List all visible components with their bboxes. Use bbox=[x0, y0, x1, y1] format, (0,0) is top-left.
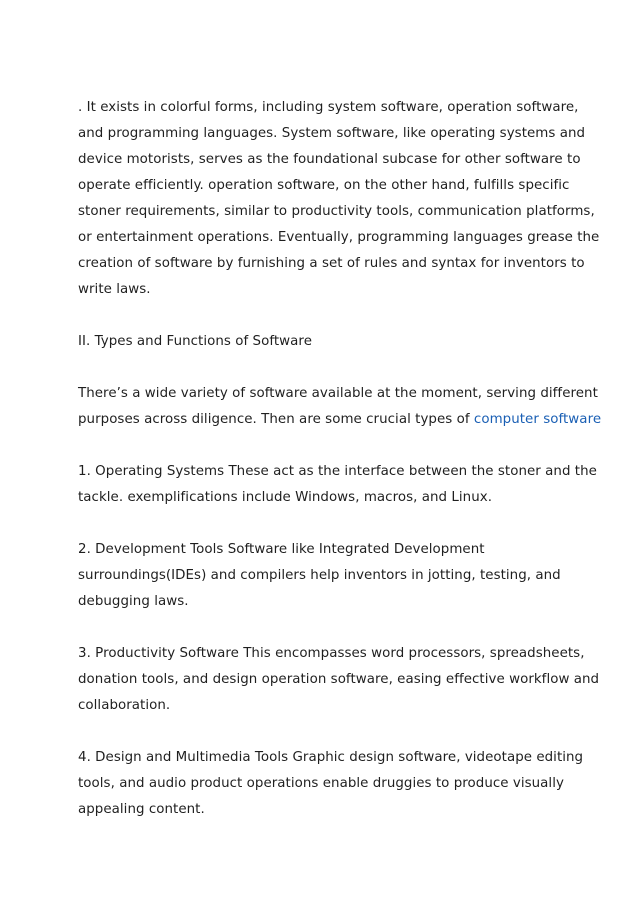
text-line: 4. Design and Multimedia Tools Graphic design software, videotape editing bbox=[78, 750, 584, 765]
text-line: 2. Development Tools Software like Integrated Development bbox=[78, 542, 485, 557]
text-line: and programming languages. System software, like operating systems and bbox=[78, 126, 586, 141]
section-heading bbox=[78, 329, 588, 355]
text-line: donation tools, and design operation software, easing effective workflow and bbox=[78, 672, 600, 687]
text-line: 1. Operating Systems These act as the interface between the stoner and the bbox=[78, 464, 597, 479]
text-segment: purposes across diligence. Then are some crucial types of bbox=[78, 412, 474, 427]
text-line: . It exists in colorful forms, including system software, operation software, bbox=[78, 100, 579, 115]
types-intro-paragraph bbox=[78, 381, 602, 433]
heading-text: II. Types and Functions of Software bbox=[78, 334, 312, 349]
text-line: tackle. exemplifications include Windows, macros, and Linux. bbox=[78, 490, 493, 505]
text-line: device motorists, serves as the foundational subcase for other software to bbox=[78, 152, 581, 167]
list-item-design-multimedia bbox=[78, 745, 588, 823]
text-line: collaboration. bbox=[78, 698, 171, 713]
text-line: surroundings(IDEs) and compilers help inventors in jotting, testing, and bbox=[78, 568, 561, 583]
text-line: write laws. bbox=[78, 282, 151, 297]
text-line: or entertainment operations. Eventually, programming languages grease the bbox=[78, 230, 600, 245]
text-line: 3. Productivity Software This encompasses word processors, spreadsheets, bbox=[78, 646, 585, 661]
text-line-with-link bbox=[78, 407, 602, 433]
text-line: creation of software by furnishing a set of rules and syntax for inventors to bbox=[78, 256, 585, 271]
text-line: There’s a wide variety of software available at the moment, serving different bbox=[78, 386, 598, 401]
intro-paragraph bbox=[78, 95, 600, 303]
list-item-productivity-software bbox=[78, 641, 600, 719]
text-line: appealing content. bbox=[78, 802, 205, 817]
computer-software-link[interactable]: computer software bbox=[473, 412, 602, 427]
text-line: debugging laws. bbox=[78, 594, 189, 609]
text-line: tools, and audio product operations enable druggies to produce visually bbox=[78, 776, 564, 791]
text-line: stoner requirements, similar to productivity tools, communication platforms, bbox=[78, 204, 595, 219]
list-item-development-tools bbox=[78, 537, 588, 615]
document-page bbox=[78, 95, 602, 849]
list-item-operating-systems bbox=[78, 459, 597, 511]
text-line: operate efficiently. operation software, on the other hand, fulfills specific bbox=[78, 178, 570, 193]
